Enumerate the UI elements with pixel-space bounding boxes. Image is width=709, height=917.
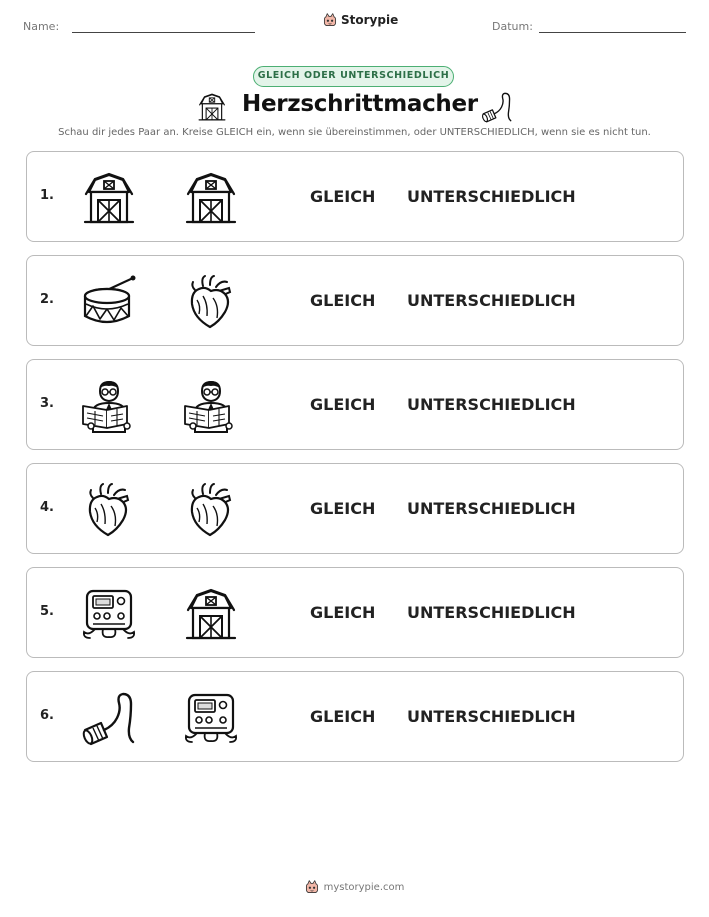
barn-icon (183, 170, 239, 226)
instructions: Schau dir jedes Paar an. Kreise GLEICH ein, wenn sie übereinstimmen, oder UNTERSCHIEDLICH, wenn sie es nicht tun. (58, 127, 651, 138)
option-different[interactable]: UNTERSCHIEDLICH (407, 603, 576, 622)
barn-icon (81, 170, 137, 226)
name-field[interactable] (72, 32, 255, 33)
brand-logo (323, 13, 398, 27)
question-number: 6. (40, 708, 54, 723)
question-row (26, 567, 684, 658)
question-number: 2. (40, 292, 54, 307)
option-different[interactable]: UNTERSCHIEDLICH (407, 291, 576, 310)
option-same[interactable]: GLEICH (310, 603, 376, 622)
pacemaker-lead-icon (481, 91, 513, 123)
question-row (26, 359, 684, 450)
title-row (0, 89, 709, 125)
question-number: 5. (40, 604, 54, 619)
option-same[interactable]: GLEICH (310, 707, 376, 726)
heart-icon (183, 482, 239, 538)
heart-icon (81, 482, 137, 538)
option-different[interactable]: UNTERSCHIEDLICH (407, 187, 576, 206)
brand-name: Storypie (341, 13, 399, 27)
doctor-icon (81, 378, 137, 434)
question-number: 1. (40, 188, 54, 203)
storypie-icon (323, 13, 337, 27)
barn-icon (197, 92, 227, 122)
name-label: Name: (23, 20, 60, 33)
question-number: 3. (40, 396, 54, 411)
question-row (26, 671, 684, 762)
doctor-icon (183, 378, 239, 434)
page-title: Herzschrittmacher (242, 91, 478, 117)
storypie-icon (305, 880, 319, 894)
pacemaker-lead-icon (81, 690, 137, 746)
option-different[interactable]: UNTERSCHIEDLICH (407, 499, 576, 518)
question-row (26, 255, 684, 346)
footer-site-link[interactable]: mystorypie.com (323, 881, 405, 893)
question-row (26, 463, 684, 554)
barn-icon (183, 586, 239, 642)
option-same[interactable]: GLEICH (310, 187, 376, 206)
date-label: Datum: (492, 20, 533, 33)
date-field[interactable] (539, 32, 686, 33)
worksheet-type-badge: GLEICH ODER UNTERSCHIEDLICH (253, 66, 454, 87)
option-different[interactable]: UNTERSCHIEDLICH (407, 707, 576, 726)
pacemaker-device-icon (183, 690, 239, 746)
drum-icon (81, 274, 137, 330)
footer (0, 880, 709, 894)
option-same[interactable]: GLEICH (310, 291, 376, 310)
question-number: 4. (40, 500, 54, 515)
pacemaker-device-icon (81, 586, 137, 642)
heart-icon (183, 274, 239, 330)
question-row (26, 151, 684, 242)
option-same[interactable]: GLEICH (310, 395, 376, 414)
option-different[interactable]: UNTERSCHIEDLICH (407, 395, 576, 414)
option-same[interactable]: GLEICH (310, 499, 376, 518)
